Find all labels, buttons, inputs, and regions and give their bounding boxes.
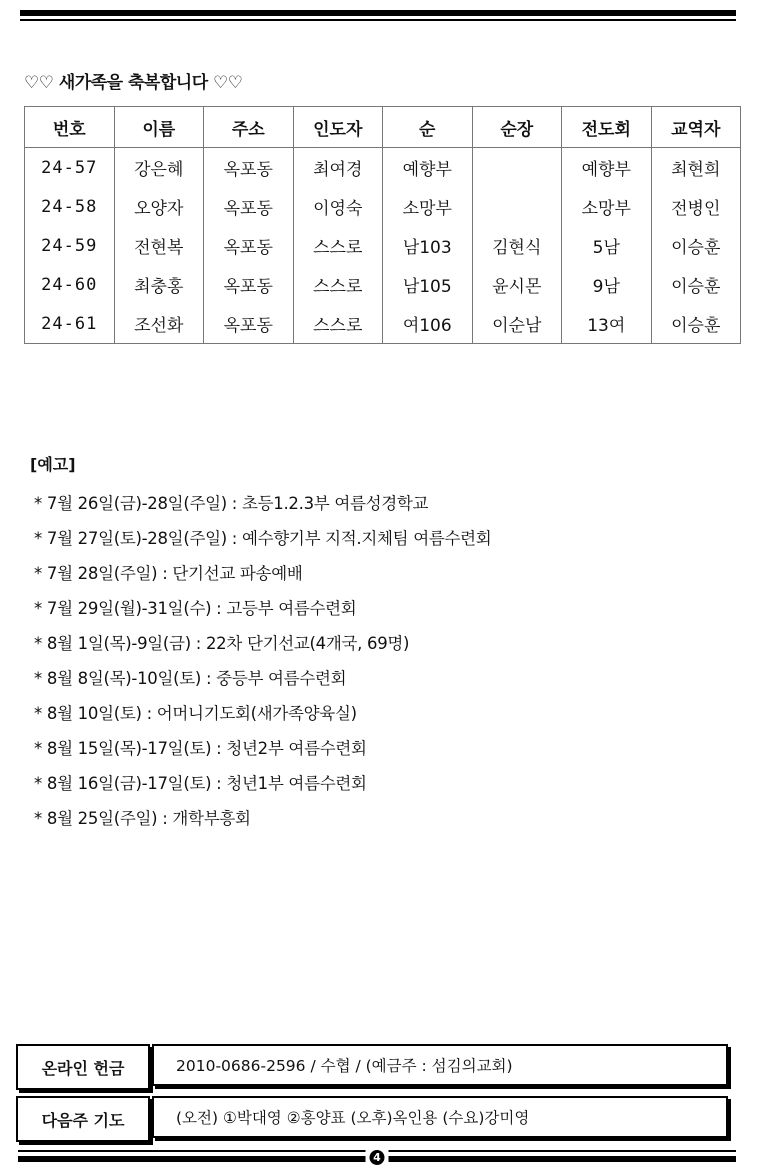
header-pastor: 교역자 [651,107,741,148]
cell-group: 예향부 [383,148,473,188]
bottom-rule [18,1148,736,1168]
header-number: 번호 [25,107,115,148]
notice-item: * 7월 28일(주일) : 단기선교 파송예배 [34,564,303,583]
cell-address: 옥포동 [204,265,294,304]
cell-mission-society: 9남 [562,265,652,304]
notice-item: * 8월 16일(금)-17일(토) : 청년1부 여름수련회 [34,774,367,793]
header-mission-society: 전도회 [562,107,652,148]
online-offering-account: 2010-0686-2596 / 수협 / (예금주 : 섬김의교회) [152,1044,728,1086]
cell-name: 강은혜 [114,148,204,188]
table-row [25,148,741,188]
cell-group-leader: 이순남 [472,304,562,344]
next-week-prayer-label: 다음주 기도 [16,1096,150,1142]
notice-item: * 8월 25일(주일) : 개학부흥회 [34,809,251,828]
cell-address: 옥포동 [204,304,294,344]
next-week-prayer-row [16,1096,734,1142]
header-group: 순 [383,107,473,148]
cell-number: 24-59 [25,226,115,265]
notice-item: * 7월 26일(금)-28일(주일) : 초등1.2.3부 여름성경학교 [34,494,429,513]
top-rule [20,10,736,21]
cell-group: 남103 [383,226,473,265]
cell-pastor: 최현희 [651,148,741,188]
page-number-badge [366,1148,389,1166]
cell-guide: 최여경 [293,148,383,188]
header-guide: 인도자 [293,107,383,148]
notice-item: * 7월 29일(월)-31일(수) : 고등부 여름수련회 [34,599,357,618]
new-family-table [24,106,741,344]
table-header-row [25,107,741,148]
cell-group-leader: 김현식 [472,226,562,265]
cell-group: 소망부 [383,187,473,226]
cell-group: 남105 [383,265,473,304]
notice-item: * 8월 10일(토) : 어머니기도회(새가족양육실) [34,704,357,723]
cell-pastor: 이승훈 [651,265,741,304]
table-row [25,226,741,265]
table-row [25,265,741,304]
cell-name: 조선화 [114,304,204,344]
cell-mission-society: 예향부 [562,148,652,188]
cell-guide: 이영숙 [293,187,383,226]
cell-pastor: 이승훈 [651,304,741,344]
cell-guide: 스스로 [293,265,383,304]
new-family-title: ♡♡ 새가족을 축복합니다 ♡♡ [24,73,243,93]
cell-mission-society: 5남 [562,226,652,265]
cell-guide: 스스로 [293,226,383,265]
cell-mission-society: 13여 [562,304,652,344]
page-number: 4 [370,1150,385,1165]
cell-mission-society: 소망부 [562,187,652,226]
cell-group: 여106 [383,304,473,344]
top-rule-thick [20,10,736,16]
notice-item: * 8월 8일(목)-10일(토) : 중등부 여름수련회 [34,669,347,688]
cell-number: 24-58 [25,187,115,226]
cell-pastor: 이승훈 [651,226,741,265]
cell-guide: 스스로 [293,304,383,344]
notice-item: * 7월 27일(토)-28일(주일) : 예수향기부 지적.지체팀 여름수련회 [34,529,492,548]
notice-item: * 8월 15일(목)-17일(토) : 청년2부 여름수련회 [34,739,367,758]
notice-item: * 8월 1일(목)-9일(금) : 22차 단기선교(4개국, 69명) [34,634,410,653]
cell-name: 최충홍 [114,265,204,304]
online-offering-label: 온라인 헌금 [16,1044,150,1090]
header-group-leader: 순장 [472,107,562,148]
top-rule-thin [20,19,736,21]
table-row [25,187,741,226]
notice-list [34,490,491,840]
cell-pastor: 전병인 [651,187,741,226]
cell-number: 24-60 [25,265,115,304]
header-address: 주소 [204,107,294,148]
cell-address: 옥포동 [204,187,294,226]
cell-number: 24-61 [25,304,115,344]
header-name: 이름 [114,107,204,148]
cell-address: 옥포동 [204,226,294,265]
cell-name: 오양자 [114,187,204,226]
cell-group-leader [472,148,562,188]
table-row [25,304,741,344]
online-offering-row [16,1044,734,1090]
cell-group-leader [472,187,562,226]
cell-number: 24-57 [25,148,115,188]
cell-name: 전현복 [114,226,204,265]
cell-address: 옥포동 [204,148,294,188]
next-week-prayer-list: (오전) ①박대영 ②홍양표 (오후)옥인용 (수요)강미영 [152,1096,728,1138]
cell-group-leader: 윤시몬 [472,265,562,304]
notice-title: [예고] [30,455,76,474]
